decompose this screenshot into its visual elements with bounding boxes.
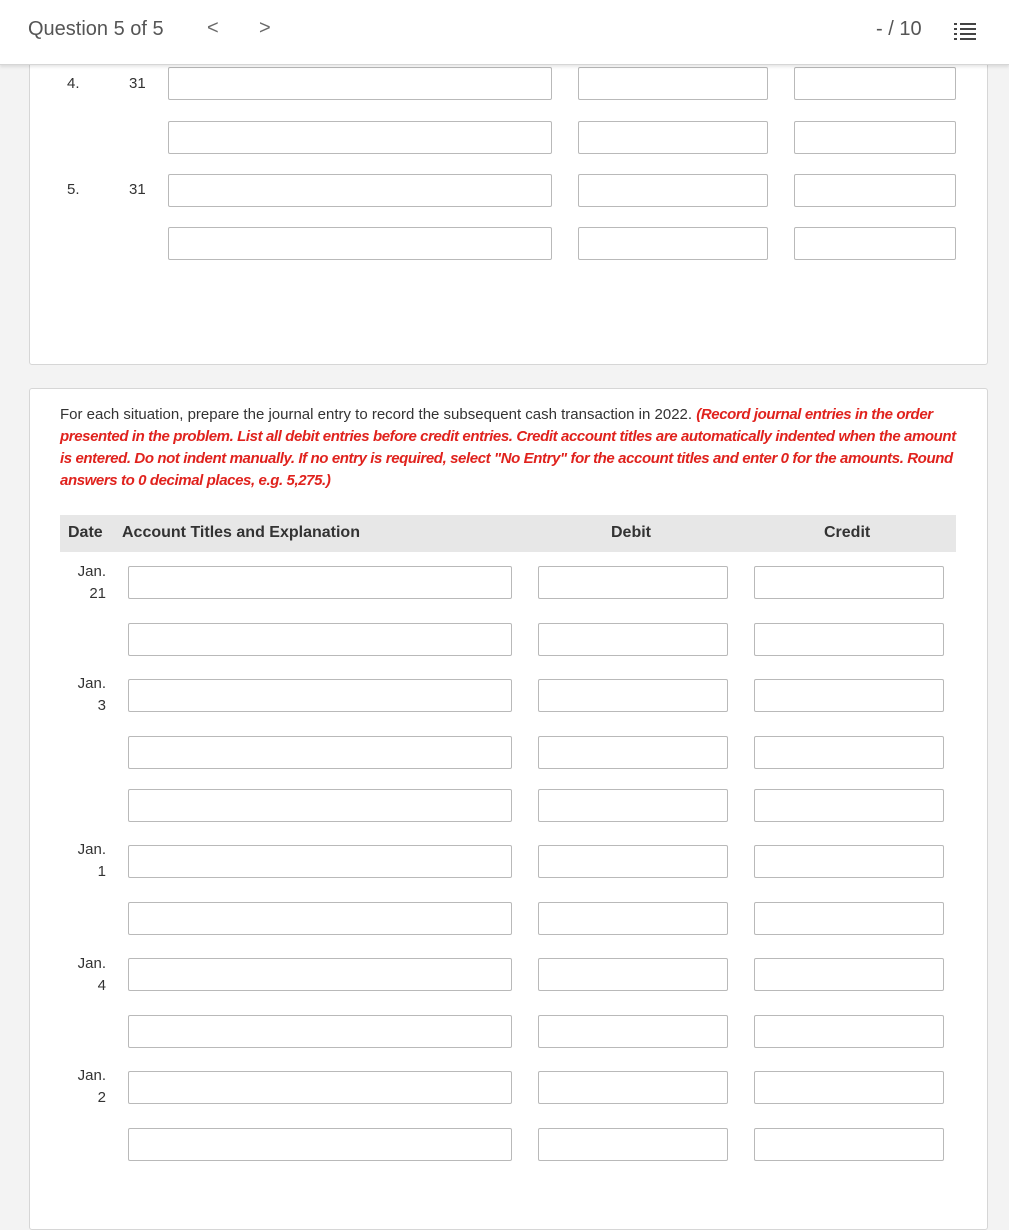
entry-day: 3	[97, 697, 106, 714]
entry-date	[46, 561, 106, 605]
credit-input[interactable]	[754, 1071, 944, 1104]
table-header	[60, 515, 956, 552]
entry-month: Jan.	[77, 955, 106, 972]
debit-input[interactable]	[538, 1071, 728, 1104]
previous-question-button[interactable]: <	[207, 17, 219, 39]
debit-input[interactable]	[538, 679, 728, 712]
list-icon[interactable]	[954, 22, 976, 42]
debit-input[interactable]	[538, 845, 728, 878]
account-title-input[interactable]	[168, 121, 552, 154]
debit-input[interactable]	[538, 1015, 728, 1048]
account-title-input[interactable]	[168, 227, 552, 260]
account-title-input[interactable]	[128, 1071, 512, 1104]
account-title-input[interactable]	[128, 845, 512, 878]
debit-input[interactable]	[538, 623, 728, 656]
account-title-input[interactable]	[168, 174, 552, 207]
date-column-header: Date	[68, 524, 103, 541]
entry-month: Jan.	[77, 841, 106, 858]
debit-input[interactable]	[538, 1128, 728, 1161]
row-day: 31	[129, 181, 146, 198]
debit-input[interactable]	[538, 902, 728, 935]
debit-input[interactable]	[578, 227, 768, 260]
debit-input[interactable]	[538, 958, 728, 991]
credit-input[interactable]	[754, 1128, 944, 1161]
instructions	[60, 404, 960, 492]
score-display: - / 10	[876, 18, 922, 40]
row-day: 31	[129, 75, 146, 92]
credit-input[interactable]	[794, 121, 956, 154]
account-column-header: Account Titles and Explanation	[122, 524, 360, 541]
question-label: Question 5 of 5	[28, 18, 164, 40]
debit-input[interactable]	[538, 789, 728, 822]
entry-date	[46, 673, 106, 717]
credit-input[interactable]	[794, 174, 956, 207]
entry-day: 1	[97, 863, 106, 880]
credit-input[interactable]	[754, 566, 944, 599]
entry-month: Jan.	[77, 1067, 106, 1084]
credit-input[interactable]	[754, 789, 944, 822]
account-title-input[interactable]	[128, 1128, 512, 1161]
debit-input[interactable]	[538, 736, 728, 769]
entry-date	[46, 953, 106, 997]
debit-column-header: Debit	[611, 524, 651, 541]
entry-day: 2	[97, 1089, 106, 1106]
account-title-input[interactable]	[168, 67, 552, 100]
row-number: 5.	[67, 181, 80, 198]
next-question-button[interactable]: >	[259, 17, 271, 39]
credit-column-header: Credit	[824, 524, 871, 541]
credit-input[interactable]	[794, 227, 956, 260]
credit-input[interactable]	[754, 845, 944, 878]
entry-day: 21	[89, 585, 106, 602]
credit-input[interactable]	[794, 67, 956, 100]
account-title-input[interactable]	[128, 902, 512, 935]
debit-input[interactable]	[578, 121, 768, 154]
credit-input[interactable]	[754, 736, 944, 769]
question-header	[0, 0, 1009, 65]
credit-input[interactable]	[754, 1015, 944, 1048]
row-number: 4.	[67, 75, 80, 92]
debit-input[interactable]	[578, 174, 768, 207]
account-title-input[interactable]	[128, 623, 512, 656]
account-title-input[interactable]	[128, 566, 512, 599]
account-title-input[interactable]	[128, 736, 512, 769]
entry-date	[46, 839, 106, 883]
account-title-input[interactable]	[128, 789, 512, 822]
account-title-input[interactable]	[128, 679, 512, 712]
entry-date	[46, 1065, 106, 1109]
credit-input[interactable]	[754, 623, 944, 656]
account-title-input[interactable]	[128, 1015, 512, 1048]
instructions-text: For each situation, prepare the journal entry to record the subsequent cash transaction in 2022.	[60, 406, 697, 423]
credit-input[interactable]	[754, 679, 944, 712]
entry-day: 4	[97, 977, 106, 994]
instructions-note: (Record journal entries in the order presented in the problem. List all debit entries before credit entries. Credit account titles are automatically indented when the amount is entered. Do not indent manually. If no entry is required, select "No Entry" for the account titles and enter 0 for the amounts. Round answers to 0 decimal places, e.g. 5,275.)	[60, 406, 956, 489]
debit-input[interactable]	[578, 67, 768, 100]
credit-input[interactable]	[754, 902, 944, 935]
entry-month: Jan.	[77, 563, 106, 580]
account-title-input[interactable]	[128, 958, 512, 991]
entry-month: Jan.	[77, 675, 106, 692]
credit-input[interactable]	[754, 958, 944, 991]
debit-input[interactable]	[538, 566, 728, 599]
